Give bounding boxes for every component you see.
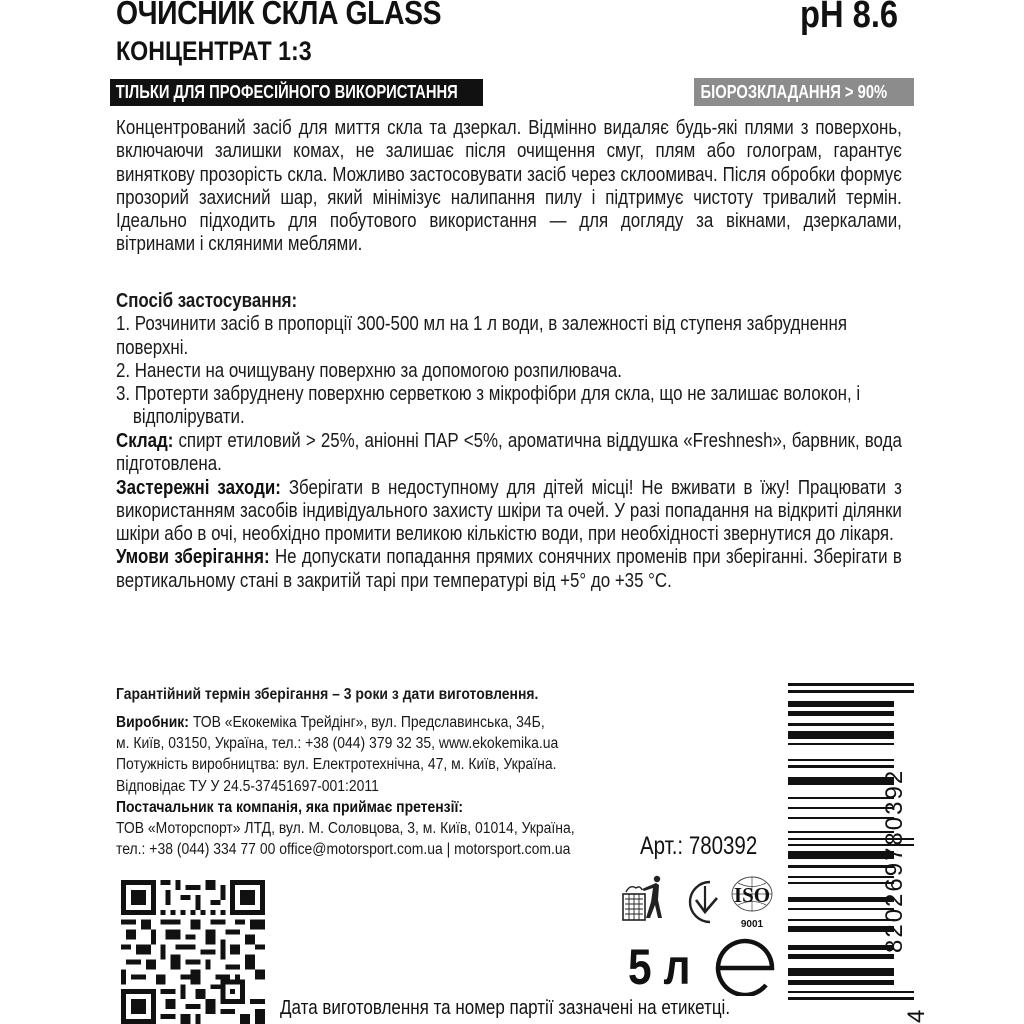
- precautions-label: Застережні заходи:: [116, 476, 281, 499]
- volume-label: 5 л: [628, 939, 691, 995]
- iso-9001-icon: [732, 877, 772, 930]
- precautions-text: Зберігати в недоступному для дітей місці! Не вживати в їжу! Працювати з використанням засобів індивідуального захисту шкіри та очей. У разі попадання на відкриті ділянки шкіри або в очі, необхідно промити великою кількістю води, при необхідності звернутися до лікаря.: [116, 476, 902, 546]
- usage-step: 2. Нанести на очищувану поверхню за допомогою розпилювача.: [116, 359, 622, 382]
- usage-step-continuation: відполірувати.: [132, 406, 245, 429]
- ukrainian-conformity-mark-icon: [690, 882, 717, 922]
- biodegradability-label: БІОРОЗКЛАДАННЯ > 90%: [700, 82, 888, 102]
- composition-text: спирт етиловий > 25%, аніонні ПАР <5%, ароматична віддушка «Freshnesh», барвник, вода підготовлена.: [116, 430, 902, 476]
- qr-code[interactable]: [120, 880, 266, 1024]
- svg-text:ISO: ISO: [733, 883, 771, 907]
- professional-use-banner: [110, 79, 483, 106]
- manufacturer-block: [116, 712, 674, 860]
- product-title: ОЧИСНИК СКЛА GLASS: [116, 0, 442, 31]
- manufacturer-label: Виробник:: [116, 714, 189, 731]
- supplier-contacts: тел.: +38 (044) 334 77 00 office@motorsport.com.ua | motorsport.com.ua: [116, 841, 571, 859]
- professional-use-label: ТІЛЬКИ ДЛЯ ПРОФЕСІЙНОГО ВИКОРИСТАННЯ: [115, 82, 458, 102]
- composition-label: Склад:: [116, 430, 174, 452]
- usage-method-heading: Спосіб застосування:: [116, 290, 298, 312]
- manufacturer-address: м. Київ, 03150, Україна, тел.: +38 (044) 379 32 35, www.ekokemika.ua: [116, 735, 559, 753]
- warranty-note: Гарантійний термін зберігання – 3 роки з дати виготовлення.: [116, 686, 539, 703]
- composition-section: [116, 430, 902, 593]
- supplier-address: ТОВ «Моторспорт» ЛТД, вул. М. Соловцова, 3, м. Київ, 01014, Україна,: [116, 820, 575, 838]
- product-subtitle: КОНЦЕНТРАТ 1:3: [116, 36, 312, 66]
- usage-step: 1. Розчинити засіб в пропорції 300-500 мл на 1 л води, в залежності від ступеня забруднення поверхні.: [116, 313, 847, 359]
- storage-text: Не допускати попадання прямих сонячних променів при зберіганні. Зберігати в вертикальному стані в закритій тарі при температурі від +5° до +35 °С.: [116, 546, 902, 592]
- storage-label: Умови зберігання:: [116, 546, 270, 569]
- storage-paragraph: [116, 546, 902, 593]
- manufacturer-name: ТОВ «Екокеміка Трейдінг», вул. Предславинська, 34Б,: [188, 714, 545, 731]
- product-description: [116, 117, 902, 257]
- description-paragraph: Концентрований засіб для миття скла та дзеркал. Відмінно видаляє будь-які плями з поверхонь, включаючи залишки комах, не залишає після очищення смуг, плям або голограм, гарантує виняткову прозорість скла. Можливо застосовувати засіб через склоомивач. Після обробки формує прозорий захисний шар, який мінімізує налипання пилу і підтримує чистоту тривалий термін. Ідеально підходить для побутового використання — для догляду за вікнами, дзеркалами, вітринами і скляними меблями.: [116, 117, 902, 256]
- barcode-digits: 820269780392: [881, 768, 908, 953]
- composition-paragraph: [116, 430, 902, 477]
- usage-step: 3. Протерти забруднену поверхню серветкою з мікрофібри для скла, що не залишає волокон, і: [116, 383, 861, 406]
- ph-value: pH 8.6: [800, 0, 899, 36]
- article-number: Арт.: 780392: [640, 832, 758, 860]
- supplier-label: Постачальник та компанія, яка приймає претензії:: [116, 798, 464, 816]
- precautions-paragraph: [116, 477, 902, 547]
- standard-compliance: Відповідає ТУ У 24.5-37451697-001:2011: [116, 777, 379, 795]
- certification-icons: [620, 872, 780, 932]
- svg-text:9001: 9001: [740, 919, 764, 930]
- biodegradability-badge: [694, 78, 914, 106]
- manufacturer-line: [116, 712, 674, 733]
- tidyman-recycle-icon: [623, 876, 662, 920]
- barcode: [778, 683, 928, 1024]
- barcode-first-digit: 4: [903, 1009, 928, 1023]
- e-mark-icon: [714, 938, 778, 996]
- usage-method-section: [116, 290, 902, 430]
- production-date-note: Дата виготовлення та номер партії зазначені на етикетці.: [280, 997, 731, 1019]
- production-facility: Потужність виробництва: вул. Електротехнічна, 47, м. Київ, Україна.: [116, 756, 557, 774]
